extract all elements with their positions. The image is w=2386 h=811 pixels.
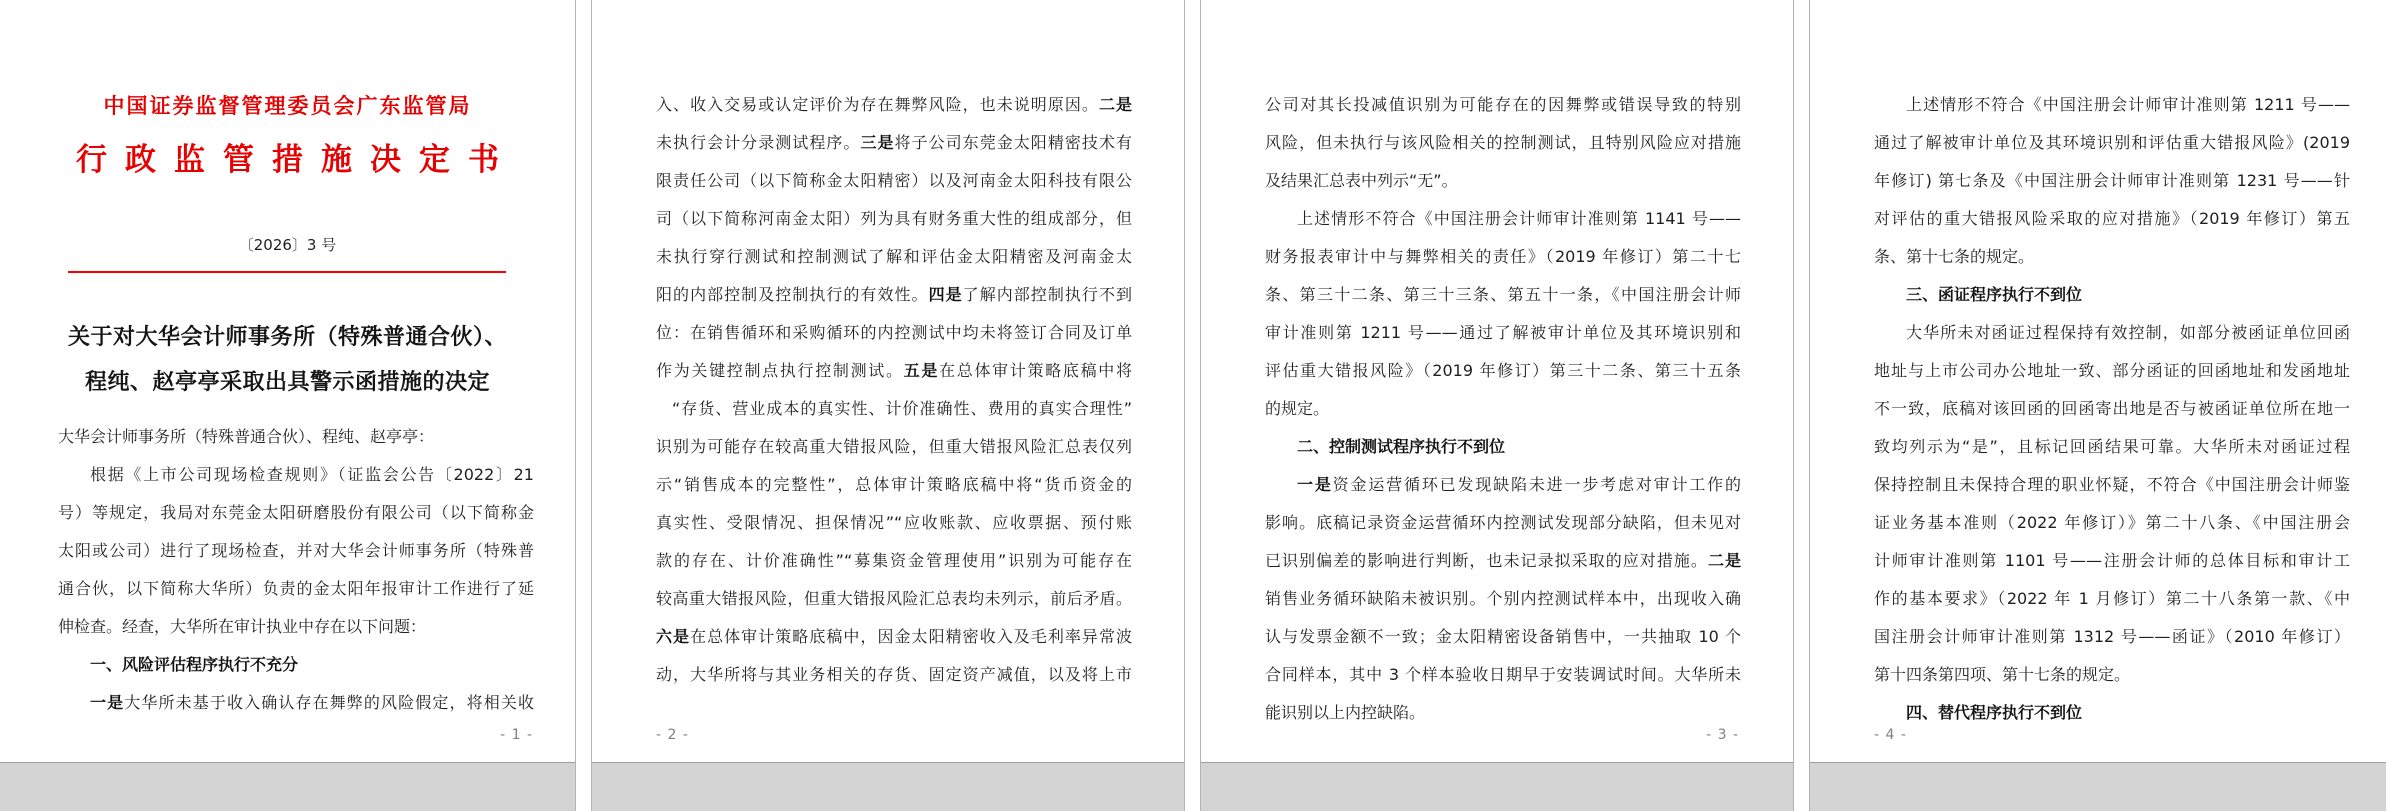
page-gap-shadow	[592, 762, 1184, 811]
document-type-title: 行政监管措施决定书	[76, 142, 517, 178]
page-gap-shadow	[1810, 762, 2386, 811]
text-run: 风险，但未执行与该风险相关的控制测试，且特别风险应对措施	[1265, 133, 1741, 152]
text-line	[1874, 162, 2350, 200]
text-run: 的规定。	[1265, 399, 1330, 418]
text-run: 司（以下简称河南金太阳）列为具有财务重大性的组成部分，但	[656, 209, 1132, 228]
text-run: 示“销售成本的完整性”，总体审计策略底稿中将“货币资金的	[656, 475, 1132, 494]
text-line	[1874, 390, 2350, 428]
text-run: 能识别以上内控缺陷。	[1265, 703, 1426, 722]
text-run: 年修订) 第七条及《中国注册会计师审计准则第 1231 号——针	[1874, 171, 2350, 190]
text-run: 大华所未基于收入确认存在舞弊的风险假定，将相关收	[124, 693, 534, 712]
text-line	[656, 542, 1132, 580]
text-run: 资金运营循环已发现缺陷未进一步考虑对审计工作的	[1332, 475, 1741, 494]
text-run: 作的基本要求》（2022 年 1 月修订）第二十八条第一款、《中	[1874, 589, 2350, 608]
text-line	[1874, 124, 2350, 162]
document-page-2	[591, 0, 1185, 811]
page-number-1: - 1 -	[500, 727, 533, 743]
text-line	[1874, 504, 2350, 542]
document-page-3	[1200, 0, 1794, 811]
text-line	[656, 580, 1132, 618]
text-line	[1265, 618, 1741, 656]
text-run: 款的存在、计价准确性”“募集资金管理使用”识别为可能存在	[656, 551, 1132, 570]
text-run: 大华会计师事务所（特殊普通合伙）、程纯、赵亭亭：	[58, 427, 435, 446]
bold-run: 二是	[1707, 551, 1741, 570]
text-line	[1874, 314, 2350, 352]
text-run: 作为关键控制点执行控制测试。	[656, 361, 904, 380]
red-divider-rule	[68, 271, 506, 273]
text-run: 大华所未对函证过程保持有效控制，如部分被函证单位回函	[1906, 323, 2350, 342]
text-run: 不一致，底稿对该回函的回函寄出地是否与被函证单位所在地一	[1874, 399, 2350, 418]
text-line	[1874, 466, 2350, 504]
text-run: 了解内部控制执行不到	[962, 285, 1132, 304]
document-page-4	[1809, 0, 2386, 811]
text-run: 评估重大错报风险》（2019 年修订）第三十二条、第三十五条	[1265, 361, 1741, 380]
text-line	[656, 390, 1132, 428]
text-run: 上述情形不符合《中国注册会计师审计准则第 1211 号——	[1906, 95, 2350, 114]
text-line	[656, 466, 1132, 504]
text-line	[656, 314, 1132, 352]
text-line	[1265, 314, 1741, 352]
page-4-body	[1874, 86, 2350, 732]
text-line	[656, 86, 1132, 124]
text-run: 条、第三十二条、第三十三条、第五十一条，《中国注册会计师	[1265, 285, 1741, 304]
text-line	[1874, 352, 2350, 390]
bold-run: 二是	[1098, 95, 1132, 114]
text-line	[1265, 542, 1741, 580]
text-line	[58, 418, 534, 456]
text-run: 号）等规定，我局对东莞金太阳研磨股份有限公司（以下简称金	[58, 503, 534, 522]
text-run: 对评估的重大错报风险采取的应对措施》（2019 年修订）第五	[1874, 209, 2350, 228]
text-run: 保持控制且未保持合理的职业怀疑，不符合《中国注册会计师鉴	[1874, 475, 2350, 494]
text-run: 财务报表审计中与舞弊相关的责任》（2019 年修订）第二十七	[1265, 247, 1741, 266]
issuing-authority: 中国证券监督管理委员会广东监管局	[103, 94, 472, 118]
text-line	[1265, 390, 1741, 428]
page-gap-shadow	[0, 762, 575, 811]
text-line	[1874, 428, 2350, 466]
text-line	[1874, 200, 2350, 238]
text-run: 根据《上市公司现场检查规则》（证监会公告〔2022〕21	[90, 465, 534, 484]
text-run: 动，大华所将与其业务相关的存货、固定资产减值，以及将上市	[656, 665, 1132, 684]
document-page-1	[0, 0, 576, 811]
text-line	[58, 532, 534, 570]
text-line	[1265, 238, 1741, 276]
decision-title-line-1: 关于对大华会计师事务所（特殊普通合伙）、	[67, 325, 507, 350]
text-line	[1265, 504, 1741, 542]
section-heading	[58, 646, 534, 684]
text-run: 在总体审计策略底稿中，因金太阳精密收入及毛利率异常波	[690, 627, 1132, 646]
text-line	[58, 570, 534, 608]
text-line	[1265, 276, 1741, 314]
page-number-3: - 3 -	[1706, 727, 1739, 743]
text-run: 认与发票金额不一致；金太阳精密设备销售中，一共抽取 10 个	[1265, 627, 1741, 646]
text-run: 地址与上市公司办公地址一致、部分函证的回函地址和发函地址	[1874, 361, 2350, 380]
text-run: 伸检查。经查，大华所在审计执业中存在以下问题：	[58, 617, 427, 636]
text-run: 公司对其长投减值识别为可能存在的因舞弊或错误导致的特别	[1265, 95, 1741, 114]
text-line	[1265, 86, 1741, 124]
bold-run: 四是	[928, 285, 963, 304]
bold-run: 一是	[90, 693, 125, 712]
text-line	[1874, 656, 2350, 694]
text-run: 上述情形不符合《中国注册会计师审计准则第 1141 号——	[1297, 209, 1741, 228]
text-line	[656, 618, 1132, 656]
page-number-2: - 2 -	[656, 727, 689, 743]
text-line	[58, 608, 534, 646]
text-run: 证业务基本准则（2022 年修订）》第二十八条、《中国注册会	[1874, 513, 2350, 532]
text-run: 未执行穿行测试和控制测试了解和评估金太阳精密及河南金太	[656, 247, 1132, 266]
text-line	[1265, 694, 1741, 732]
text-run: 及结果汇总表中列示“无”。	[1265, 171, 1458, 190]
text-line	[1265, 200, 1741, 238]
decision-title	[0, 315, 575, 405]
text-line	[1874, 618, 2350, 656]
page-2-body	[656, 86, 1132, 694]
text-line	[1874, 580, 2350, 618]
bold-run: 六是	[656, 627, 691, 646]
bold-run: 一是	[1297, 475, 1333, 494]
text-line	[1874, 542, 2350, 580]
text-line	[58, 456, 534, 494]
text-run: 国注册会计师审计准则第 1312 号——函证》（2010 年修订）	[1874, 627, 2350, 646]
text-run: 致均列示为“是”，且标记回函结果可靠。大华所未对函证过程	[1874, 437, 2350, 456]
page-number-4: - 4 -	[1874, 727, 1907, 743]
text-run: 在总体审计策略底稿中将	[939, 361, 1132, 380]
text-run: 销售业务循环缺陷未被识别。个别内控测试样本中，出现收入确	[1265, 589, 1741, 608]
decision-title-line-2: 程纯、赵亭亭采取出具警示函措施的决定	[84, 370, 490, 395]
text-line	[656, 276, 1132, 314]
bold-run: 三是	[860, 133, 895, 152]
text-run: 第十四条第四项、第十七条的规定。	[1874, 665, 2131, 684]
text-line	[656, 200, 1132, 238]
text-line	[656, 162, 1132, 200]
text-run: 审计准则第 1211 号——通过了解被审计单位及其环境识别和	[1265, 323, 1741, 342]
text-line	[656, 504, 1132, 542]
text-run: 合同样本，其中 3 个样本验收日期早于安装调试时间。大华所未	[1265, 665, 1741, 684]
text-line	[58, 494, 534, 532]
text-run: 入、收入交易或认定评价为存在舞弊风险，也未说明原因。	[656, 95, 1099, 114]
text-run: 通合伙，以下简称大华所）负责的金太阳年报审计工作进行了延	[58, 579, 534, 598]
text-run: 已识别偏差的影响进行判断，也未记录拟采取的应对措施。	[1265, 551, 1708, 570]
text-line	[656, 124, 1132, 162]
text-line	[656, 352, 1132, 390]
text-run: 限责任公司（以下简称金太阳精密）以及河南金太阳科技有限公	[656, 171, 1132, 190]
text-run: 通过了解被审计单位及其环境识别和评估重大错报风险》(2019	[1874, 133, 2350, 152]
bold-run: 四、替代程序执行不到位	[1906, 703, 2083, 722]
text-line	[1265, 466, 1741, 504]
text-run: 较高重大错报风险，但重大错报风险汇总表均未列示，前后矛盾。	[656, 589, 1132, 608]
section-heading	[1265, 428, 1741, 466]
text-line	[656, 238, 1132, 276]
text-line	[1265, 162, 1741, 200]
document-number: 〔2026〕3 号	[238, 236, 337, 254]
text-line	[656, 656, 1132, 694]
page-3-body	[1265, 86, 1741, 732]
text-run: 影响。底稿记录资金运营循环内控测试发现部分缺陷，但未见对	[1265, 513, 1741, 532]
text-line	[1874, 238, 2350, 276]
text-line	[1265, 656, 1741, 694]
bold-run: 三、函证程序执行不到位	[1906, 285, 2083, 304]
text-line	[1265, 124, 1741, 162]
text-run: 计师审计准则第 1101 号——注册会计师的总体目标和审计工	[1874, 551, 2350, 570]
text-run: “存货、营业成本的真实性、计价准确性、费用的真实合理性”	[672, 399, 1132, 418]
bold-run: 五是	[903, 361, 940, 380]
text-run: 位：在销售循环和采购循环的内控测试中均未将签订合同及订单	[656, 323, 1132, 342]
text-run: 未执行会计分录测试程序。	[656, 133, 861, 152]
section-heading	[1874, 694, 2350, 732]
section-heading	[1874, 276, 2350, 314]
text-line	[1265, 580, 1741, 618]
text-line	[1265, 352, 1741, 390]
text-line	[1874, 86, 2350, 124]
text-run: 太阳或公司）进行了现场检查，并对大华会计师事务所（特殊普	[58, 541, 534, 560]
text-line	[656, 428, 1132, 466]
page-1-body	[58, 418, 534, 722]
text-run: 条、第十七条的规定。	[1874, 247, 2035, 266]
text-run: 将子公司东莞金太阳精密技术有	[894, 133, 1132, 152]
text-run: 阳的内部控制及控制执行的有效性。	[656, 285, 929, 304]
text-line	[58, 684, 534, 722]
bold-run: 二、控制测试程序执行不到位	[1297, 437, 1506, 456]
text-run: 识别为可能存在较高重大错报风险，但重大错报风险汇总表仅列	[656, 437, 1132, 456]
text-run: 真实性、受限情况、担保情况”“应收账款、应收票据、预付账	[656, 513, 1132, 532]
bold-run: 一、风险评估程序执行不充分	[90, 655, 299, 674]
page-gap-shadow	[1201, 762, 1793, 811]
